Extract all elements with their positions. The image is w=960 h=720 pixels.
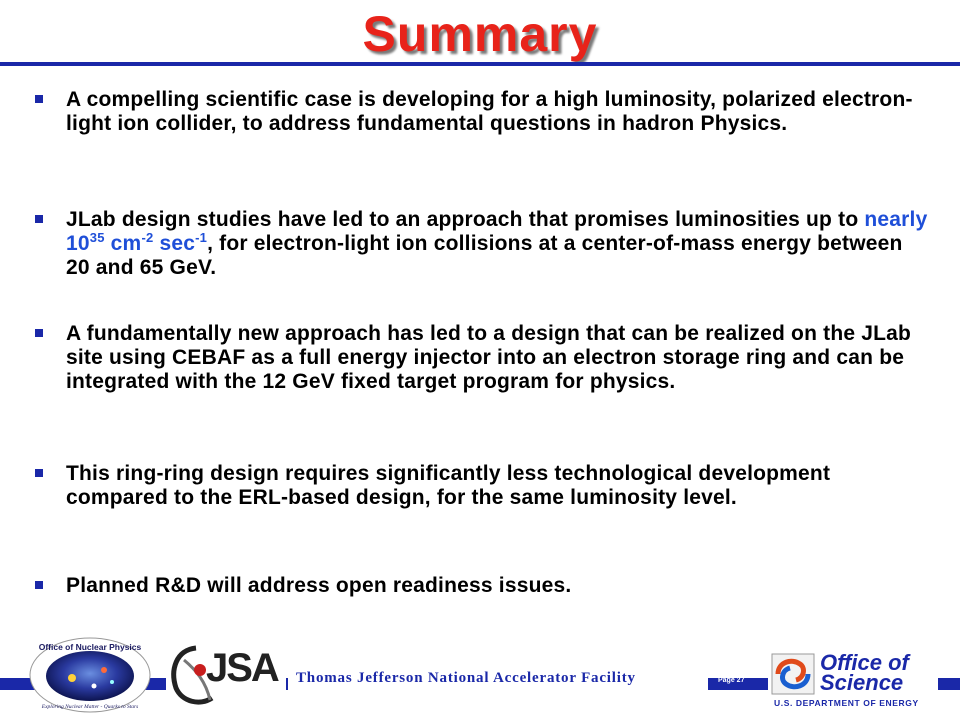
bullet-text: This ring-ring design requires significantly less technological development compared to the ERL-based design, for the same luminosity level.	[66, 462, 831, 509]
square-bullet-icon	[35, 329, 43, 337]
square-bullet-icon	[35, 95, 43, 103]
bullet-item	[32, 574, 571, 598]
square-bullet-icon	[35, 215, 43, 223]
science-logo-line2: Science	[820, 670, 904, 695]
square-bullet-icon	[35, 581, 43, 589]
bullet-item	[32, 322, 932, 394]
science-logo-line1: Office of	[820, 650, 909, 675]
bullet-text: A fundamentally new approach has led to a design that can be realized on the JLab site using CEBAF as a full energy injector into an electron storage ring and can be integrated with the 12 GeV fixed target program for physics.	[66, 322, 912, 393]
bullet-item	[32, 462, 932, 510]
science-logo-line3: U.S. DEPARTMENT OF ENERGY	[774, 698, 919, 708]
onp-logo-tagline: Exploring Nuclear Matter - Quarks to Stars	[41, 704, 139, 710]
bullet-text: A compelling scientific case is developing for a high luminosity, polarized electron-light ion collider, to address fundamental questions in hadron Physics.	[66, 88, 913, 135]
unit-cm: cm	[104, 232, 142, 255]
bullet-item	[32, 208, 932, 280]
square-bullet-icon	[35, 469, 43, 477]
unit-sec: sec	[153, 232, 196, 255]
bullet-text-tail: , for electron-light ion collisions at a center-of-mass energy between 20 and 65 GeV.	[66, 232, 903, 279]
jsa-logo	[166, 640, 286, 710]
luminosity-value: nearly 10	[66, 208, 928, 255]
page-number: Page 27	[718, 677, 745, 684]
office-of-nuclear-physics-logo	[28, 636, 152, 714]
jsa-logo-text: JSA	[206, 646, 278, 690]
doe-swirl-icon	[770, 652, 816, 696]
onp-logo-title: Office of Nuclear Physics	[38, 642, 142, 652]
bullet-text: Planned R&D will address open readiness issues.	[66, 574, 572, 597]
footer-facility-name: Thomas Jefferson National Accelerator Facility	[296, 670, 636, 686]
title-underline	[0, 62, 960, 66]
bullet-item	[32, 88, 932, 136]
exponent: -2	[141, 230, 154, 245]
exponent: -1	[195, 230, 208, 245]
bullet-text: JLab design studies have led to an approach that promises luminosities up to	[66, 208, 865, 231]
exponent: 35	[89, 230, 105, 245]
slide-title: Summary	[362, 6, 598, 62]
office-of-science-logo	[768, 650, 938, 714]
